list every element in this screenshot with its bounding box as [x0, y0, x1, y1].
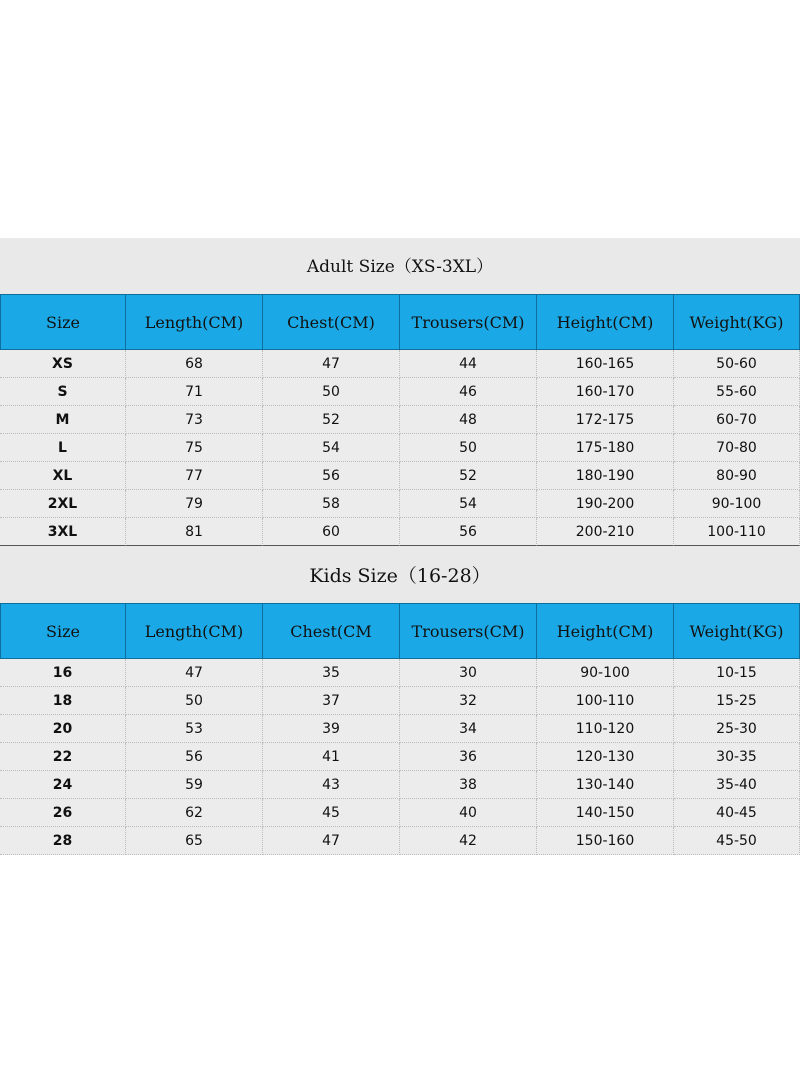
adult-row-trousers: 52	[400, 462, 537, 490]
adult-row-height: 160-170	[537, 378, 674, 406]
kids-row-chest: 39	[263, 715, 400, 743]
adult-row-weight: 100-110	[674, 518, 800, 546]
kids-row-height: 150-160	[537, 827, 674, 855]
adult-row-size: S	[0, 378, 126, 406]
kids-row-weight: 40-45	[674, 799, 800, 827]
adult-row-trousers: 56	[400, 518, 537, 546]
adult-header-trousers: Trousers(CM)	[400, 294, 537, 350]
adult-row-weight: 50-60	[674, 350, 800, 378]
adult-row-height: 172-175	[537, 406, 674, 434]
adult-row-chest: 54	[263, 434, 400, 462]
adult-row-length: 68	[126, 350, 263, 378]
kids-header-trousers: Trousers(CM)	[400, 603, 537, 659]
kids-size-table	[0, 603, 800, 855]
adult-header-length: Length(CM)	[126, 294, 263, 350]
adult-row-size: 3XL	[0, 518, 126, 546]
kids-row-trousers: 38	[400, 771, 537, 799]
kids-header-height: Height(CM)	[537, 603, 674, 659]
kids-row-length: 56	[126, 743, 263, 771]
adult-row-height: 160-165	[537, 350, 674, 378]
adult-header-height: Height(CM)	[537, 294, 674, 350]
adult-header-chest: Chest(CM)	[263, 294, 400, 350]
adult-row-trousers: 48	[400, 406, 537, 434]
adult-row-length: 79	[126, 490, 263, 518]
adult-row-length: 71	[126, 378, 263, 406]
kids-row-size: 16	[0, 659, 126, 687]
kids-row-size: 20	[0, 715, 126, 743]
adult-header-size: Size	[0, 294, 126, 350]
adult-row-height: 175-180	[537, 434, 674, 462]
kids-row-length: 53	[126, 715, 263, 743]
adult-row-chest: 47	[263, 350, 400, 378]
adult-row-length: 75	[126, 434, 263, 462]
kids-size-title: Kids Size（16-28）	[309, 565, 491, 587]
kids-row-chest: 41	[263, 743, 400, 771]
adult-row-size: XS	[0, 350, 126, 378]
adult-row-length: 81	[126, 518, 263, 546]
adult-size-table	[0, 294, 800, 546]
kids-row-height: 140-150	[537, 799, 674, 827]
adult-row-size: M	[0, 406, 126, 434]
adult-row-length: 77	[126, 462, 263, 490]
kids-row-chest: 45	[263, 799, 400, 827]
kids-row-trousers: 42	[400, 827, 537, 855]
kids-row-chest: 43	[263, 771, 400, 799]
adult-row-chest: 52	[263, 406, 400, 434]
kids-row-trousers: 34	[400, 715, 537, 743]
adult-row-weight: 80-90	[674, 462, 800, 490]
adult-row-chest: 50	[263, 378, 400, 406]
adult-row-height: 200-210	[537, 518, 674, 546]
kids-row-chest: 35	[263, 659, 400, 687]
kids-row-height: 130-140	[537, 771, 674, 799]
adult-row-weight: 60-70	[674, 406, 800, 434]
kids-row-chest: 47	[263, 827, 400, 855]
adult-row-trousers: 54	[400, 490, 537, 518]
kids-row-chest: 37	[263, 687, 400, 715]
kids-row-weight: 30-35	[674, 743, 800, 771]
kids-row-length: 50	[126, 687, 263, 715]
kids-row-weight: 10-15	[674, 659, 800, 687]
kids-row-length: 65	[126, 827, 263, 855]
kids-row-trousers: 32	[400, 687, 537, 715]
adult-row-trousers: 44	[400, 350, 537, 378]
adult-row-size: L	[0, 434, 126, 462]
kids-header-weight: Weight(KG)	[674, 603, 800, 659]
kids-row-size: 26	[0, 799, 126, 827]
adult-row-chest: 56	[263, 462, 400, 490]
kids-row-height: 90-100	[537, 659, 674, 687]
kids-row-trousers: 30	[400, 659, 537, 687]
kids-row-weight: 35-40	[674, 771, 800, 799]
adult-row-weight: 90-100	[674, 490, 800, 518]
kids-row-height: 110-120	[537, 715, 674, 743]
kids-row-size: 18	[0, 687, 126, 715]
kids-row-length: 59	[126, 771, 263, 799]
kids-row-length: 47	[126, 659, 263, 687]
adult-row-length: 73	[126, 406, 263, 434]
kids-row-length: 62	[126, 799, 263, 827]
adult-row-height: 190-200	[537, 490, 674, 518]
adult-row-weight: 70-80	[674, 434, 800, 462]
kids-row-size: 22	[0, 743, 126, 771]
adult-row-weight: 55-60	[674, 378, 800, 406]
adult-row-trousers: 46	[400, 378, 537, 406]
adult-row-size: 2XL	[0, 490, 126, 518]
adult-row-trousers: 50	[400, 434, 537, 462]
adult-row-height: 180-190	[537, 462, 674, 490]
kids-row-size: 28	[0, 827, 126, 855]
kids-row-height: 100-110	[537, 687, 674, 715]
adult-size-title: Adult Size（XS-3XL）	[306, 257, 494, 277]
kids-header-size: Size	[0, 603, 126, 659]
kids-row-weight: 15-25	[674, 687, 800, 715]
kids-row-size: 24	[0, 771, 126, 799]
adult-row-chest: 58	[263, 490, 400, 518]
kids-row-weight: 25-30	[674, 715, 800, 743]
kids-header-length: Length(CM)	[126, 603, 263, 659]
kids-header-chest: Chest(CM	[263, 603, 400, 659]
kids-row-trousers: 40	[400, 799, 537, 827]
kids-row-weight: 45-50	[674, 827, 800, 855]
kids-row-trousers: 36	[400, 743, 537, 771]
adult-header-weight: Weight(KG)	[674, 294, 800, 350]
kids-row-height: 120-130	[537, 743, 674, 771]
adult-row-chest: 60	[263, 518, 400, 546]
adult-row-size: XL	[0, 462, 126, 490]
